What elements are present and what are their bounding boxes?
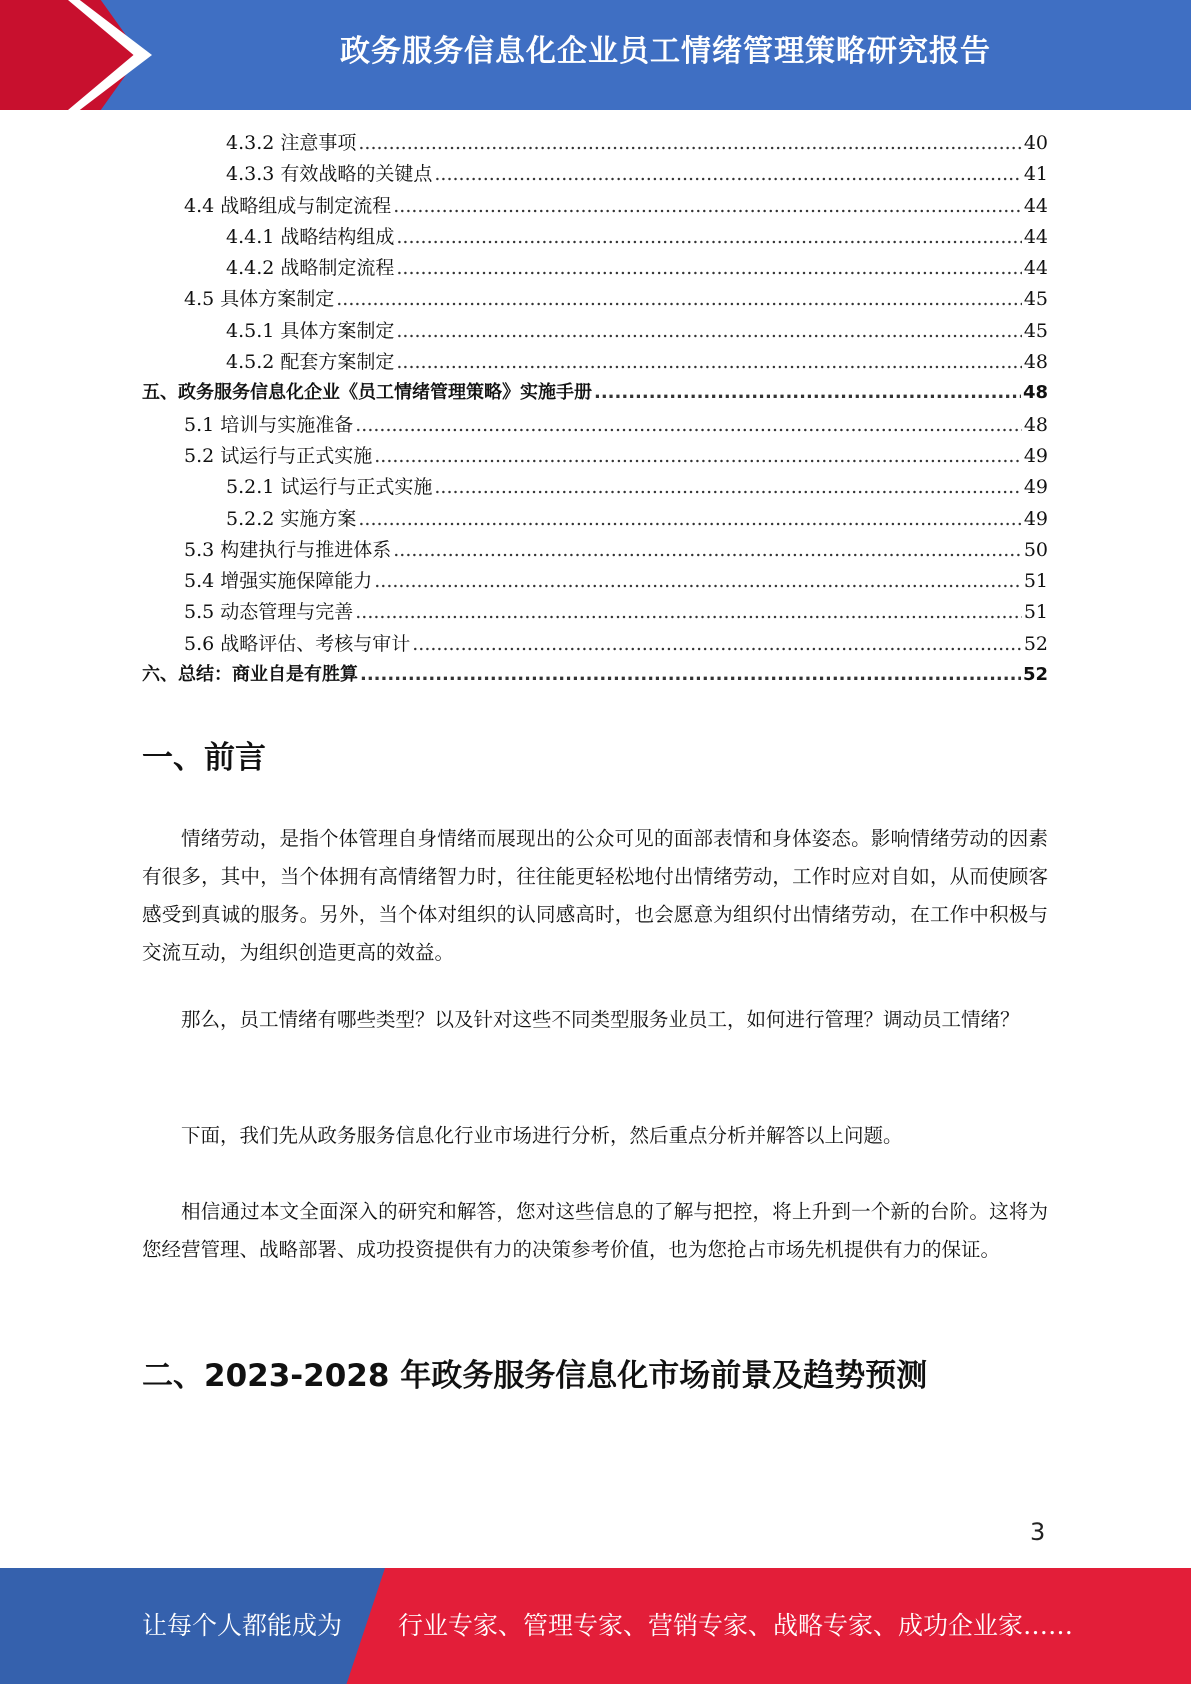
toc-entry[interactable] — [142, 284, 1048, 315]
toc-chapter-entry[interactable] — [142, 378, 1048, 409]
toc-entry-page: 48 — [1022, 382, 1048, 404]
toc-entry-page: 52 — [1022, 664, 1048, 686]
toc-entry[interactable] — [142, 347, 1048, 378]
section-heading-preface: 一、前言 — [142, 740, 266, 776]
toc-entry-title: 5.2 试运行与正式实施 — [184, 444, 373, 467]
toc-entry[interactable] — [142, 128, 1048, 159]
toc-entry-page: 50 — [1023, 538, 1048, 561]
toc-leader-dots — [396, 226, 1021, 248]
toc-entry-title: 4.5.2 配套方案制定 — [226, 351, 395, 374]
page-footer — [0, 1568, 1191, 1684]
toc-entry[interactable] — [142, 191, 1048, 222]
toc-entry-page: 40 — [1023, 132, 1048, 154]
toc-entry-title: 5.6 战略评估、考核与审计 — [184, 632, 411, 655]
toc-leader-dots — [374, 445, 1022, 467]
toc-entry-page: 49 — [1023, 476, 1048, 499]
toc-entry-page: 44 — [1023, 257, 1048, 280]
toc-entry[interactable] — [142, 441, 1048, 472]
toc-leader-dots — [358, 508, 1021, 530]
toc-entry[interactable] — [142, 253, 1048, 284]
toc-leader-dots — [358, 132, 1021, 154]
toc-entry-page: 51 — [1023, 601, 1048, 624]
toc-entry-title: 4.3.3 有效战略的关键点 — [226, 163, 433, 186]
toc-leader-dots — [393, 195, 1022, 217]
toc-entry-page: 41 — [1023, 163, 1048, 186]
toc-entry[interactable] — [142, 472, 1048, 503]
toc-leader-dots — [396, 320, 1021, 342]
toc-entry-title: 五、政务服务信息化企业《员工情绪管理策略》实施手册 — [142, 382, 592, 404]
toc-entry[interactable] — [142, 410, 1048, 441]
toc-entry[interactable] — [142, 504, 1048, 535]
toc-entry-title: 4.4.1 战略结构组成 — [226, 225, 395, 248]
toc-entry[interactable] — [142, 222, 1048, 253]
report-title: 政务服务信息化企业员工情绪管理策略研究报告 — [340, 34, 991, 69]
toc-leader-dots — [336, 288, 1022, 310]
footer-slogan-left: 让每个人都能成为 — [142, 1611, 343, 1640]
toc-leader-dots — [374, 570, 1022, 592]
toc-entry-title: 4.3.2 注意事项 — [226, 132, 357, 154]
toc-leader-dots — [434, 163, 1021, 185]
toc-entry-page: 49 — [1023, 444, 1048, 467]
toc-entry[interactable] — [142, 597, 1048, 628]
toc-leader-dots — [412, 633, 1022, 655]
toc-entry-title: 4.5 具体方案制定 — [184, 288, 335, 311]
toc-leader-dots — [594, 382, 1021, 403]
toc-leader-dots — [355, 601, 1022, 623]
toc-entry-page: 49 — [1023, 507, 1048, 530]
toc-leader-dots — [396, 351, 1021, 373]
toc-leader-dots — [393, 539, 1022, 561]
toc-entry-page: 45 — [1023, 319, 1048, 342]
toc-entry-page: 44 — [1023, 225, 1048, 248]
toc-entry[interactable] — [142, 535, 1048, 566]
toc-entry-title: 5.3 构建执行与推进体系 — [184, 538, 392, 561]
toc-entry-title: 六、总结：商业自是有胜算 — [142, 664, 358, 686]
page-number: 3 — [1030, 1518, 1046, 1546]
toc-entry-page: 52 — [1023, 632, 1048, 655]
header-red-arrow-decoration — [0, 0, 140, 110]
toc-entry[interactable] — [142, 566, 1048, 597]
footer-slogan-right: 行业专家、管理专家、营销专家、战略专家、成功企业家…… — [398, 1611, 1074, 1640]
toc-entry-page: 48 — [1023, 351, 1048, 374]
body-paragraph: 相信通过本文全面深入的研究和解答，您对这些信息的了解与把控，将上升到一个新的台阶。这将为您经营管理、战略部署、成功投资提供有力的决策参考价值，也为您抢占市场先机提供有力的保证。 — [142, 1200, 1048, 1261]
toc-entry[interactable] — [142, 316, 1048, 347]
toc-entry[interactable] — [142, 629, 1048, 660]
toc-entry-title: 4.4 战略组成与制定流程 — [184, 194, 392, 217]
toc-entry-title: 5.2.1 试运行与正式实施 — [226, 476, 433, 499]
toc-chapter-entry[interactable] — [142, 660, 1048, 691]
toc-entry-title: 5.5 动态管理与完善 — [184, 601, 354, 624]
toc-leader-dots — [434, 476, 1021, 498]
toc-entry[interactable] — [142, 159, 1048, 190]
body-paragraph: 情绪劳动，是指个体管理自身情绪而展现出的公众可见的面部表情和身体姿态。影响情绪劳动的因素有很多，其中，当个体拥有高情绪智力时，往往能更轻松地付出情绪劳动，工作时应对自如，从而使顾客感受到真诚的服务。另外，当个体对组织的认同感高时，也会愿意为组织付出情绪劳动，在工作中积极与交流互动，为组织创造更高的效益。 — [142, 827, 1048, 964]
toc-leader-dots — [396, 257, 1021, 279]
toc-entry-page: 45 — [1023, 288, 1048, 311]
toc-entry-page: 51 — [1023, 570, 1048, 593]
toc-leader-dots — [360, 664, 1021, 685]
toc-entry-title: 5.2.2 实施方案 — [226, 507, 357, 530]
toc-entry-title: 4.4.2 战略制定流程 — [226, 257, 395, 280]
toc-entry-page: 48 — [1023, 413, 1048, 436]
body-paragraph: 下面，我们先从政务服务信息化行业市场进行分析，然后重点分析并解答以上问题。 — [181, 1124, 903, 1147]
toc-entry-title: 5.4 增强实施保障能力 — [184, 570, 373, 593]
toc-leader-dots — [355, 414, 1022, 436]
toc-entry-page: 44 — [1023, 194, 1048, 217]
toc-entry-title: 5.1 培训与实施准备 — [184, 413, 354, 436]
page-header — [0, 0, 1191, 110]
toc-entry-title: 4.5.1 具体方案制定 — [226, 319, 395, 342]
table-of-contents — [142, 128, 1048, 691]
body-paragraph: 那么，员工情绪有哪些类型？以及针对这些不同类型服务业员工，如何进行管理？调动员工情绪？ — [181, 1008, 1020, 1031]
section-heading-market-outlook: 二、2023-2028 年政务服务信息化市场前景及趋势预测 — [142, 1358, 928, 1394]
